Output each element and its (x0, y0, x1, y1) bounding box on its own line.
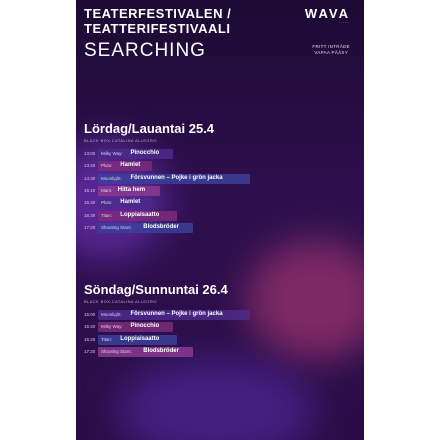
day2-title: Söndag/Sunnuntai 26.4 (84, 282, 228, 297)
schedule-row (76, 197, 364, 209)
schedule-show: Försvunnen – Pojke i grön jacka (130, 174, 223, 181)
schedule-venue: Titan: (101, 336, 113, 342)
schedule-venue: Milky Way: (101, 324, 123, 330)
schedule-venue: Mars: (101, 187, 113, 193)
schedule-time: 13:00 (84, 151, 96, 156)
organizer-logo: WAVA (304, 6, 350, 21)
poster-header (84, 6, 356, 96)
festival-title-line1: TEATERFESTIVALEN / (84, 6, 232, 21)
schedule-time: 15:40 (84, 200, 96, 206)
festival-theme: SEARCHING (84, 40, 206, 61)
schedule-show: Hamlet (120, 199, 141, 206)
day1-venue: BLACK BOX,CATALINA ALLEGRO (84, 138, 157, 143)
schedule-show: Hamlet (120, 162, 141, 169)
day1-title: Lördag/Lauantai 25.4 (84, 121, 215, 136)
festival-title-line2: TEATTERIFESTIVAALI (84, 21, 231, 36)
schedule-row (76, 148, 364, 160)
schedule-row (76, 222, 364, 234)
schedule-show: Blodsbröder (143, 347, 179, 354)
organizer-logo-subtext: ······ (339, 20, 350, 25)
schedule-show: Blodsbröder (143, 223, 179, 230)
schedule-show: Försvunnen – Pojke i grön jacka (130, 311, 223, 317)
schedule-row (76, 185, 364, 197)
schedule-time: 13:40 (84, 163, 96, 169)
day2-venue: BLACK BOX,CATALINA ALLEGRO (84, 299, 157, 304)
schedule-show: Hitta hem (117, 186, 146, 193)
schedule-time: 16:30 (84, 212, 96, 218)
schedule-row (76, 210, 364, 222)
schedule-venue: Milky Way: (101, 151, 123, 156)
schedule-venue: Shooting Stars: (101, 224, 132, 230)
schedule-venue: Shooting Stars: (101, 348, 132, 354)
schedule-time: 15:40 (84, 324, 96, 330)
schedule-row (76, 173, 364, 185)
free-entry-fi: VAPAA PÄÄSY (314, 50, 349, 55)
schedule-row (76, 321, 364, 333)
festival-poster (76, 0, 364, 440)
schedule-row (76, 309, 364, 321)
schedule-show: Loppiaisaatto (120, 211, 160, 218)
schedule-time: 15:10 (84, 187, 96, 193)
schedule-venue: Pluto: (101, 163, 113, 169)
background-glow (116, 360, 316, 440)
schedule-venue: Moonlight: (101, 312, 122, 317)
schedule-venue: Moonlight: (101, 175, 122, 181)
schedule-show: Pinocchio (130, 323, 160, 330)
schedule-row (76, 334, 364, 346)
schedule-venue: Pluto: (101, 200, 113, 206)
schedule-venue: Titan: (101, 212, 113, 218)
schedule-time: 14:30 (84, 175, 96, 181)
free-entry-sv: FRITT INTRÄDE (312, 44, 350, 49)
schedule-show: Pinocchio (130, 150, 160, 156)
free-entry-note (312, 44, 350, 56)
schedule-time: 17:20 (84, 224, 96, 230)
schedule-time: 15:00 (84, 312, 96, 317)
schedule-row (76, 346, 364, 358)
schedule-time: 16:20 (84, 336, 96, 342)
schedule-time: 17:20 (84, 348, 96, 354)
schedule-show: Loppiaisaatto (120, 335, 160, 342)
schedule-row (76, 160, 364, 172)
